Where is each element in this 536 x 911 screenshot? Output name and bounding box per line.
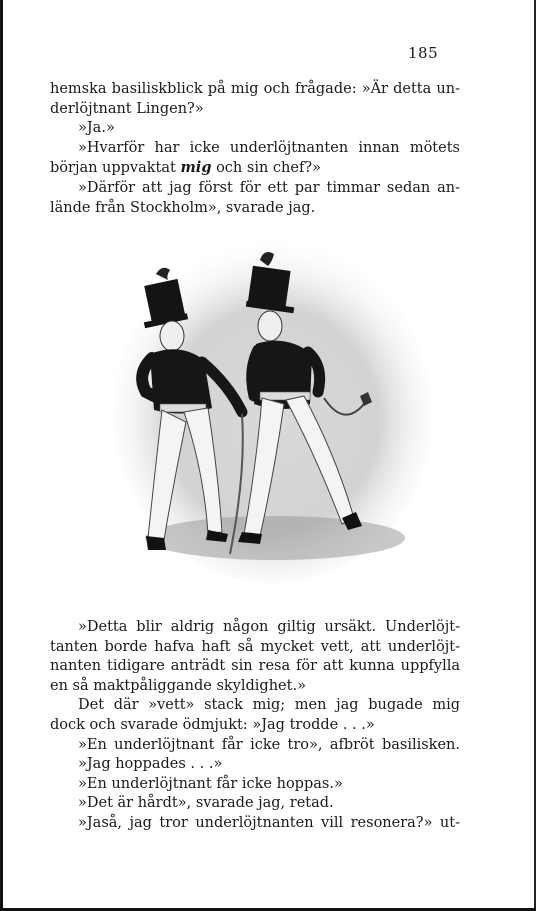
text-line: dock och svarade ödmjukt: »Jag trodde . . .» xyxy=(50,716,375,733)
page-number: 185 xyxy=(408,44,439,62)
text-segment: och sin chef?» xyxy=(211,160,321,177)
text-line: »Ja.» xyxy=(78,120,115,137)
emphasized-word: mig xyxy=(180,159,212,177)
text-line: en så maktpåliggande skyldighet.» xyxy=(50,677,306,694)
text-line: »Detta blir aldrig någon giltig ursäkt. Underlöjt- xyxy=(78,619,460,635)
text-line: derlöjtnant Lingen?» xyxy=(50,100,204,117)
text-line: »Hvarför har icke underlöjtnanten innan mötets xyxy=(78,139,460,156)
text-segment: början uppvaktat xyxy=(50,160,181,177)
text-line: »En underlöjtnant får icke tro», afbröt basilisken. xyxy=(78,736,460,753)
text-line: tanten borde hafva haft så mycket vett, att underlöjt- xyxy=(50,638,460,655)
bottom-paragraphs xyxy=(50,618,460,834)
text-line: hemska basiliskblick på mig och frågade: »Är detta un- xyxy=(50,81,460,97)
text-line: nanten tidigare anträdt sin resa för att kunna uppfylla xyxy=(50,658,460,675)
text-line xyxy=(50,158,460,179)
text-line: »Det är hårdt», svarade jag, retad. xyxy=(78,795,334,812)
text-line: »En underlöjtnant får icke hoppas.» xyxy=(78,775,343,792)
text-line: »Jag hoppades . . .» xyxy=(78,756,223,773)
illustration-two-officers xyxy=(110,238,436,590)
top-paragraphs xyxy=(50,80,460,218)
scan-edge-left xyxy=(0,0,3,911)
text-line: Det där »vett» stack mig; men jag bugade mig xyxy=(78,697,460,714)
text-line: »Jaså, jag tror underlöjtnanten vill resonera?» ut- xyxy=(78,814,460,831)
text-line: »Därför att jag först för ett par timmar sedan an- xyxy=(78,179,460,196)
text-line: lände från Stockholm», svarade jag. xyxy=(50,199,316,216)
ground-shadow xyxy=(145,516,405,560)
